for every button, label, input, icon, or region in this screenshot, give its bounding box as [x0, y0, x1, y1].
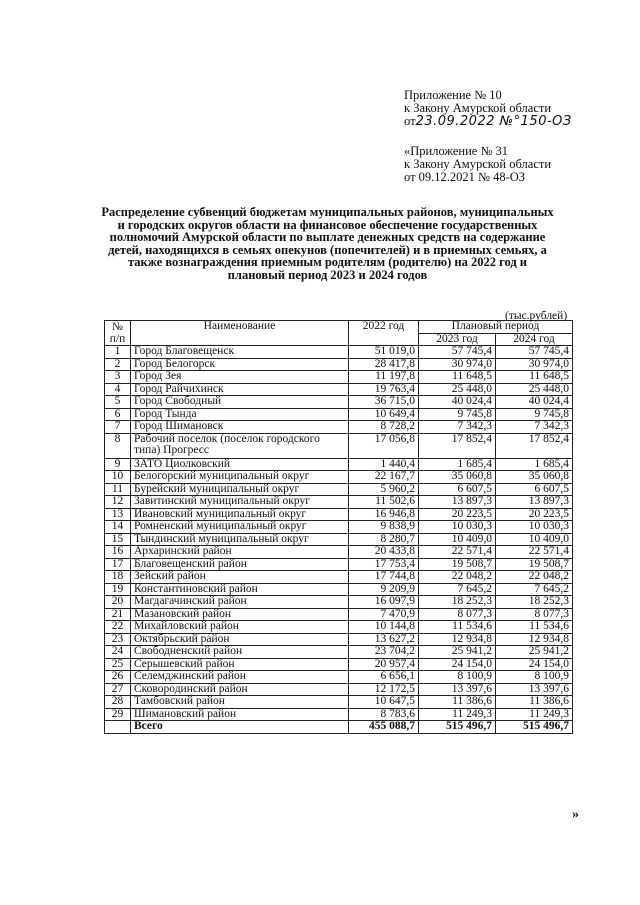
- row-value-2023: 7 645,2: [419, 583, 496, 596]
- row-value-2024: 40 024,4: [496, 396, 573, 409]
- table-row: [105, 408, 573, 421]
- table-row: [105, 683, 573, 696]
- row-number: 2: [105, 358, 131, 371]
- table-header-row: [105, 321, 573, 334]
- row-number: 1: [105, 346, 131, 359]
- row-name: Город Шимановск: [131, 421, 349, 434]
- row-value-2024: 19 508,7: [496, 558, 573, 571]
- table-row: [105, 421, 573, 434]
- row-name: Белогорский муниципальный округ: [131, 471, 349, 484]
- row-value-2023: 20 223,5: [419, 508, 496, 521]
- row-name: Город Белогорск: [131, 358, 349, 371]
- row-value-2024: 10 030,3: [496, 521, 573, 534]
- table-row: [105, 583, 573, 596]
- total-2023: 515 496,7: [419, 721, 496, 734]
- total-label: Всего: [131, 721, 349, 734]
- header-num: № п/п: [105, 321, 131, 346]
- header-planned-period: Плановый период: [419, 321, 573, 334]
- row-value-2024: 17 852,4: [496, 433, 573, 458]
- row-value-2022: 10 647,5: [349, 696, 419, 709]
- table-row: [105, 696, 573, 709]
- table-body: [105, 346, 573, 734]
- row-value-2024: 8 077,3: [496, 608, 573, 621]
- table-row: [105, 483, 573, 496]
- row-value-2024: 35 060,8: [496, 471, 573, 484]
- row-value-2022: 12 172,5: [349, 683, 419, 696]
- row-value-2023: 12 934,8: [419, 633, 496, 646]
- table-row: [105, 458, 573, 471]
- row-name: Михайловский район: [131, 621, 349, 634]
- row-number: 15: [105, 533, 131, 546]
- row-value-2024: 57 745,4: [496, 346, 573, 359]
- document-title: Распределение субвенций бюджетам муниципальных районов, муниципальных и городских округов области на финансовое обеспечение государственных полномочий Амурской области по выплате денежных средств на содержание детей, находящихся в семьях опекунов (попечителей) и в приемных семьях, а также вознаграждения приемным родителям (родителю) на 2022 год и плановый период 2023 и 2024 годов: [101, 205, 554, 282]
- appendix-31-header: [404, 145, 551, 184]
- row-value-2022: 17 744,8: [349, 571, 419, 584]
- row-value-2023: 18 252,3: [419, 596, 496, 609]
- row-value-2024: 18 252,3: [496, 596, 573, 609]
- row-value-2023: 10 030,3: [419, 521, 496, 534]
- table-row: [105, 571, 573, 584]
- row-name: Архаринский район: [131, 546, 349, 559]
- closing-quote: »: [572, 807, 579, 822]
- row-value-2023: 35 060,8: [419, 471, 496, 484]
- row-value-2024: 12 934,8: [496, 633, 573, 646]
- table-row: [105, 621, 573, 634]
- table-row: [105, 658, 573, 671]
- row-name: ЗАТО Циолковский: [131, 458, 349, 471]
- row-number: 8: [105, 433, 131, 458]
- table-row: [105, 596, 573, 609]
- row-value-2022: 20 433,8: [349, 546, 419, 559]
- row-number: 10: [105, 471, 131, 484]
- row-number: 18: [105, 571, 131, 584]
- row-number: 21: [105, 608, 131, 621]
- header-2022: 2022 год: [349, 321, 419, 346]
- table-row: [105, 608, 573, 621]
- row-value-2024: 22 048,2: [496, 571, 573, 584]
- row-name: Зейский район: [131, 571, 349, 584]
- appendix-10-number: Приложение № 10: [404, 88, 502, 102]
- row-name: Город Тында: [131, 408, 349, 421]
- table-row: [105, 371, 573, 384]
- row-value-2022: 22 167,7: [349, 471, 419, 484]
- appendix-10-date-line: [404, 115, 572, 128]
- row-value-2023: 11 534,6: [419, 621, 496, 634]
- row-name: Город Благовещенск: [131, 346, 349, 359]
- row-name: Сковородинский район: [131, 683, 349, 696]
- row-name: Селемджинский район: [131, 671, 349, 684]
- row-number: 20: [105, 596, 131, 609]
- row-number: 5: [105, 396, 131, 409]
- row-number: 3: [105, 371, 131, 384]
- row-value-2023: 11 386,6: [419, 696, 496, 709]
- row-value-2024: 11 249,3: [496, 708, 573, 721]
- row-value-2023: 25 448,0: [419, 383, 496, 396]
- row-value-2024: 24 154,0: [496, 658, 573, 671]
- row-value-2022: 8 280,7: [349, 533, 419, 546]
- row-name: Рабочий поселок (поселок городского типа) Прогресс: [131, 433, 349, 458]
- row-name: Тындинский муниципальный округ: [131, 533, 349, 546]
- row-number: 23: [105, 633, 131, 646]
- row-number: 26: [105, 671, 131, 684]
- row-number: 13: [105, 508, 131, 521]
- row-value-2022: 9 838,9: [349, 521, 419, 534]
- row-value-2023: 8 100,9: [419, 671, 496, 684]
- row-value-2024: 11 386,6: [496, 696, 573, 709]
- table-row: [105, 383, 573, 396]
- appendix-31-date: от 09.12.2021 № 48-ОЗ: [404, 170, 526, 184]
- table-row: [105, 433, 573, 458]
- row-name: Ивановский муниципальный округ: [131, 508, 349, 521]
- row-value-2024: 11 534,6: [496, 621, 573, 634]
- table-row: [105, 396, 573, 409]
- row-name: Ромненский муниципальный округ: [131, 521, 349, 534]
- row-value-2022: 10 144,8: [349, 621, 419, 634]
- row-value-2022: 19 763,4: [349, 383, 419, 396]
- row-value-2022: 13 627,2: [349, 633, 419, 646]
- row-number: 16: [105, 546, 131, 559]
- row-value-2022: 23 704,2: [349, 646, 419, 659]
- header-2024: 2024 год: [496, 333, 573, 346]
- row-value-2022: 5 960,2: [349, 483, 419, 496]
- appendix-10-date-prefix: от: [404, 114, 416, 128]
- row-value-2023: 9 745,8: [419, 408, 496, 421]
- row-value-2022: 16 946,8: [349, 508, 419, 521]
- row-number: 4: [105, 383, 131, 396]
- row-value-2022: 36 715,0: [349, 396, 419, 409]
- row-name: Октябрьский район: [131, 633, 349, 646]
- units-label: (тыс.рублей): [505, 310, 568, 322]
- table-row: [105, 521, 573, 534]
- row-name: Свободненский район: [131, 646, 349, 659]
- row-value-2024: 25 448,0: [496, 383, 573, 396]
- row-value-2022: 17 753,4: [349, 558, 419, 571]
- row-name: Магдагачинский район: [131, 596, 349, 609]
- handwritten-date-number: 23.09.2022 №°150-ОЗ: [415, 114, 572, 129]
- row-value-2022: 1 440,4: [349, 458, 419, 471]
- row-value-2023: 1 685,4: [419, 458, 496, 471]
- row-name: Город Зея: [131, 371, 349, 384]
- row-value-2024: 1 685,4: [496, 458, 573, 471]
- row-name: Завитинский муниципальный округ: [131, 496, 349, 509]
- row-name: Мазановский район: [131, 608, 349, 621]
- row-value-2022: 7 470,9: [349, 608, 419, 621]
- table-row: [105, 508, 573, 521]
- row-value-2022: 6 656,1: [349, 671, 419, 684]
- row-number: 24: [105, 646, 131, 659]
- row-value-2023: 57 745,4: [419, 346, 496, 359]
- row-value-2022: 9 209,9: [349, 583, 419, 596]
- table-row: [105, 346, 573, 359]
- row-value-2023: 10 409,0: [419, 533, 496, 546]
- row-value-2023: 11 648,5: [419, 371, 496, 384]
- row-value-2023: 24 154,0: [419, 658, 496, 671]
- table-row: [105, 471, 573, 484]
- row-number: 28: [105, 696, 131, 709]
- row-number: 29: [105, 708, 131, 721]
- table-row: [105, 646, 573, 659]
- row-value-2022: 10 649,4: [349, 408, 419, 421]
- row-value-2024: 25 941,2: [496, 646, 573, 659]
- row-number: 22: [105, 621, 131, 634]
- total-2024: 515 496,7: [496, 721, 573, 734]
- row-number: 27: [105, 683, 131, 696]
- row-value-2023: 30 974,0: [419, 358, 496, 371]
- header-2023: 2023 год: [419, 333, 496, 346]
- row-name: Тамбовский район: [131, 696, 349, 709]
- table-row: [105, 358, 573, 371]
- row-value-2024: 13 397,6: [496, 683, 573, 696]
- row-value-2022: 51 019,0: [349, 346, 419, 359]
- row-value-2024: 7 342,3: [496, 421, 573, 434]
- row-value-2024: 30 974,0: [496, 358, 573, 371]
- row-value-2022: 11 197,8: [349, 371, 419, 384]
- row-value-2024: 7 645,2: [496, 583, 573, 596]
- row-value-2022: 8 728,2: [349, 421, 419, 434]
- appendix-10-header: [404, 89, 572, 128]
- row-number: 9: [105, 458, 131, 471]
- row-value-2022: 11 502,6: [349, 496, 419, 509]
- row-value-2024: 22 571,4: [496, 546, 573, 559]
- row-value-2023: 40 024,4: [419, 396, 496, 409]
- row-value-2024: 10 409,0: [496, 533, 573, 546]
- table-row: [105, 633, 573, 646]
- row-number: 12: [105, 496, 131, 509]
- row-value-2024: 13 897,3: [496, 496, 573, 509]
- table-row: [105, 546, 573, 559]
- row-name: Благовещенский район: [131, 558, 349, 571]
- row-value-2023: 25 941,2: [419, 646, 496, 659]
- appendix-31-law: к Закону Амурской области: [404, 157, 552, 171]
- row-number: 6: [105, 408, 131, 421]
- row-number: 14: [105, 521, 131, 534]
- row-name: Шимановский район: [131, 708, 349, 721]
- row-value-2023: 11 249,3: [419, 708, 496, 721]
- row-value-2023: 8 077,3: [419, 608, 496, 621]
- row-name: Бурейский муниципальный округ: [131, 483, 349, 496]
- row-value-2023: 22 048,2: [419, 571, 496, 584]
- row-value-2022: 20 957,4: [349, 658, 419, 671]
- row-name: Константиновский район: [131, 583, 349, 596]
- appendix-10-law: к Закону Амурской области: [404, 101, 552, 115]
- row-value-2023: 6 607,5: [419, 483, 496, 496]
- row-name: Город Свободный: [131, 396, 349, 409]
- row-value-2024: 8 100,9: [496, 671, 573, 684]
- row-value-2024: 6 607,5: [496, 483, 573, 496]
- row-value-2023: 17 852,4: [419, 433, 496, 458]
- table-row: [105, 558, 573, 571]
- total-number-cell: [105, 721, 131, 734]
- row-number: 11: [105, 483, 131, 496]
- row-number: 17: [105, 558, 131, 571]
- appendix-31-number: «Приложение № 31: [404, 144, 509, 158]
- row-value-2022: 17 056,8: [349, 433, 419, 458]
- table-row: [105, 496, 573, 509]
- table-total-row: [105, 721, 573, 734]
- row-value-2022: 28 417,8: [349, 358, 419, 371]
- subvention-table: [104, 320, 573, 734]
- row-value-2024: 11 648,5: [496, 371, 573, 384]
- row-value-2022: 16 097,9: [349, 596, 419, 609]
- row-number: 25: [105, 658, 131, 671]
- table-row: [105, 708, 573, 721]
- row-value-2023: 7 342,3: [419, 421, 496, 434]
- table-row: [105, 533, 573, 546]
- row-value-2023: 22 571,4: [419, 546, 496, 559]
- row-number: 7: [105, 421, 131, 434]
- row-value-2023: 13 397,6: [419, 683, 496, 696]
- row-number: 19: [105, 583, 131, 596]
- row-value-2023: 19 508,7: [419, 558, 496, 571]
- row-value-2024: 20 223,5: [496, 508, 573, 521]
- row-value-2022: 8 783,6: [349, 708, 419, 721]
- total-2022: 455 088,7: [349, 721, 419, 734]
- table-row: [105, 671, 573, 684]
- header-name: Наименование: [131, 321, 349, 346]
- row-value-2024: 9 745,8: [496, 408, 573, 421]
- row-value-2023: 13 897,3: [419, 496, 496, 509]
- row-name: Серышевский район: [131, 658, 349, 671]
- row-name: Город Райчихинск: [131, 383, 349, 396]
